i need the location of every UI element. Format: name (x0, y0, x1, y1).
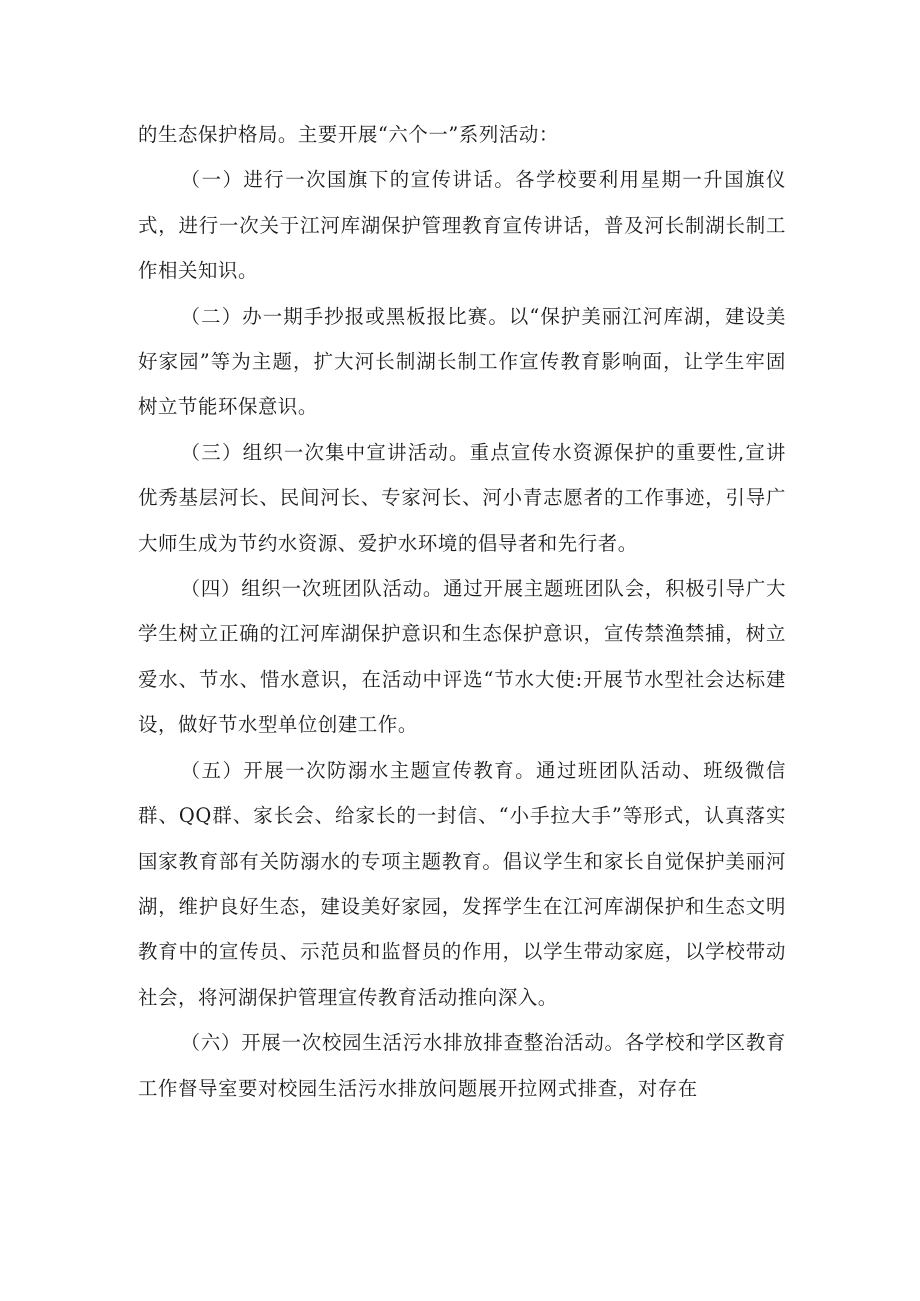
paragraph-intro: 的生态保护格局。主要开展“六个一”系列活动： (138, 123, 559, 146)
paragraph-item-5: （五）开展一次防溺水主题宣传教育。通过班团队活动、班级微信群、QQ群、家长会、给家长的一封信、“小手拉大手”等形式，认真落实国家教育部有关防溺水的专项主题教育。倡议学生和家长自觉保护美丽河湖，维护良好生态，建设美好家园，发挥学生在江河库湖保护和生态文明教育中的宣传员、示范员和监督员的作用，以学生带动家庭，以学校带动社会，将河湖保护管理宣传教育活动推向深入。 (138, 758, 786, 1009)
paragraph-item-1: （一）进行一次国旗下的宣传讲话。各学校要利用星期一升国旗仪式，进行一次关于江河库湖保护管理教育宣传讲话，普及河长制湖长制工作相关知识。 (138, 168, 786, 283)
paragraph-item-2: （二）办一期手抄报或黑板报比赛。以“保护美丽江河库湖，建设美好家园”等为主题，扩大河长制湖长制工作宣传教育影响面，让学生牢固树立节能环保意识。 (138, 304, 786, 419)
paragraph-item-6: （六）开展一次校园生活污水排放排查整治活动。各学校和学区教育工作督导室要对校园生活污水排放问题展开拉网式排查，对存在 (138, 1031, 786, 1100)
document-body (138, 112, 786, 1111)
paragraph-item-3: （三）组织一次集中宣讲活动。重点宣传水资源保护的重要性,宣讲优秀基层河长、民间河长、专家河长、河小青志愿者的工作事迹，引导广大师生成为节约水资源、爱护水环境的倡导者和先行者。 (138, 440, 786, 555)
paragraph-item-4: （四）组织一次班团队活动。通过开展主题班团队会，积极引导广大学生树立正确的江河库湖保护意识和生态保护意识，宣传禁渔禁捕，树立爱水、节水、惜水意识，在活动中评选“节水大使:开展节水型社会达标建设，做好节水型单位创建工作。 (138, 577, 786, 737)
